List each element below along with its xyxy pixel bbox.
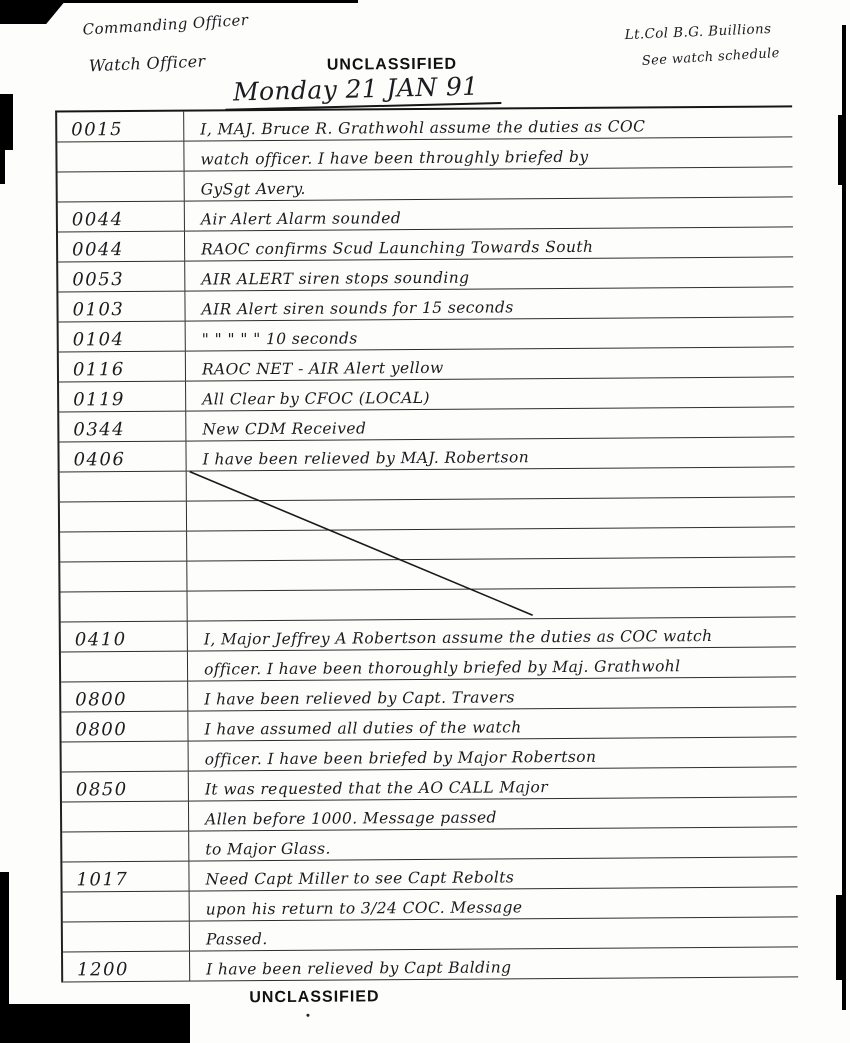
annotation-commanding-officer: Commanding Officer [82, 10, 249, 39]
log-time [62, 742, 189, 772]
log-entry-text: upon his return to 3/24 COC. Message [205, 898, 523, 919]
page-title-date: Monday 21 JAN 91 [225, 71, 501, 111]
log-entry-text: I have been relieved by MAJ. Robertson [202, 448, 530, 469]
log-time: 0116 [59, 352, 186, 382]
log-entry-text [187, 557, 795, 590]
log-time: 1017 [62, 862, 189, 892]
log-entry-text: RAOC confirms Scud Launching Towards South [201, 237, 594, 259]
annotation-see-watch-schedule: See watch schedule [641, 45, 781, 70]
log-entry-text: I, Major Jeffrey A Robertson assume the duties as COC watch [203, 626, 713, 649]
log-time: 0103 [58, 292, 185, 322]
log-entry-text: RAOC NET - AIR Alert yellow [201, 358, 444, 379]
log-entry-text: officer. I have been thoroughly briefed by Maj. Grathwohl [203, 657, 681, 679]
log-time: 0800 [61, 712, 188, 742]
log-time: 0800 [61, 682, 188, 712]
classification-banner-top: UNCLASSIFIED [326, 55, 458, 74]
log-time [63, 892, 190, 922]
log-entry-text [187, 467, 795, 500]
scan-artifact-right-blob-upper [838, 115, 846, 185]
log-time [61, 652, 188, 682]
log-time [60, 472, 187, 502]
log-time: 0119 [59, 382, 186, 412]
log-rows [57, 107, 798, 982]
annotation-lt-col-name: Lt.Col B.G. Buillions [624, 20, 772, 44]
log-time: 0406 [59, 442, 186, 472]
log-entry-text: Passed. [205, 930, 268, 949]
log-time [62, 832, 189, 862]
log-table [55, 105, 798, 982]
log-time [60, 592, 187, 622]
footer-dot-mark [306, 1014, 309, 1017]
log-time [58, 172, 185, 202]
log-entry-text: AIR ALERT siren stops sounding [201, 268, 470, 289]
scan-artifact-left-2 [0, 150, 5, 184]
log-entry-text: I have been relieved by Capt Balding [206, 958, 512, 979]
log-entry-text: GySgt Avery. [200, 179, 306, 199]
log-entry-text: I have been relieved by Capt. Travers [204, 688, 515, 709]
log-entry-text: I, MAJ. Bruce R. Grathwohl assume the duties as COC [200, 117, 646, 139]
log-time: 0044 [58, 232, 185, 262]
log-time [57, 142, 184, 172]
log-time: 0410 [61, 622, 188, 652]
log-entry-text: New CDM Received [202, 419, 367, 439]
log-time: 0044 [58, 202, 185, 232]
log-entry-text: AIR Alert siren sounds for 15 seconds [201, 298, 514, 319]
annotation-watch-officer: Watch Officer [88, 51, 206, 76]
log-time: 0015 [57, 112, 184, 142]
log-time: 0104 [59, 322, 186, 352]
log-entry-text: " " " " " 10 seconds [201, 329, 358, 349]
scan-artifact-right-blob-lower [836, 895, 846, 980]
log-entry-text: watch officer. I have been throughly briefed by [200, 147, 589, 169]
log-entry-text: to Major Glass. [205, 839, 331, 859]
log-entry-text: Need Capt Miller to see Capt Rebolts [205, 868, 515, 889]
log-entry-text: Air Alert Alarm sounded [200, 209, 402, 229]
log-entry-text [187, 497, 795, 530]
scan-artifact-left-1 [0, 94, 13, 150]
log-row [63, 947, 798, 982]
scan-artifact-top-edge [58, 0, 358, 3]
log-time [60, 532, 187, 562]
log-time: 0344 [59, 412, 186, 442]
classification-banner-bottom: UNCLASSIFIED [249, 988, 380, 1007]
log-time [60, 562, 187, 592]
log-entry-text: It was requested that the AO CALL Major [204, 778, 549, 799]
log-entry-text: All Clear by CFOC (LOCAL) [202, 388, 430, 409]
log-time: 0053 [58, 262, 185, 292]
log-time [63, 922, 190, 952]
log-time: 0850 [62, 772, 189, 802]
log-time: 1200 [63, 952, 190, 982]
log-entry-text [187, 587, 795, 620]
log-time [62, 802, 189, 832]
log-entry-text [187, 527, 795, 560]
log-entry-text: officer. I have been briefed by Major Robertson [204, 747, 597, 769]
log-entry-text: Allen before 1000. Message passed [205, 808, 497, 829]
scan-artifact-bottom-left [0, 1004, 190, 1043]
log-entry-text: I have assumed all duties of the watch [204, 718, 522, 739]
log-time [60, 502, 187, 532]
